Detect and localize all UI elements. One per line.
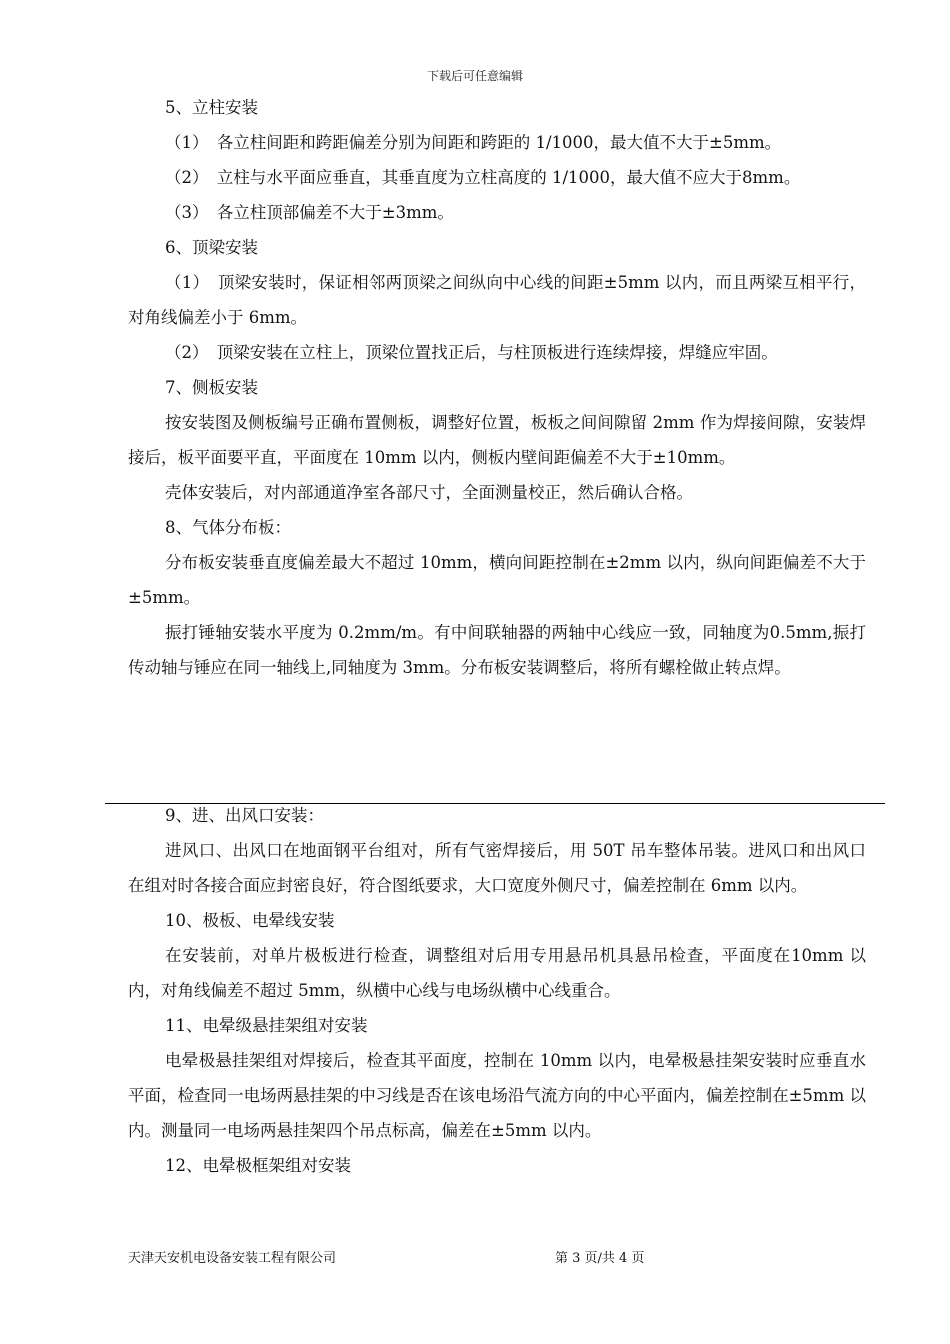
content-bottom: [128, 798, 866, 1183]
content-top: [128, 90, 866, 685]
paragraph: 振打锤轴安装水平度为 0.2mm/m。有中间联轴器的两轴中心线应一致，同轴度为0.5mm,振打传动轴与锤应在同一轴线上,同轴度为 3mm。分布板安装调整后，将所有螺栓做止转点焊。: [128, 623, 866, 677]
paragraph: 在安装前，对单片极板进行检查，调整组对后用专用悬吊机具悬吊检查，平面度在10mm 以内，对角线偏差不超过 5mm，纵横中心线与电场纵横中心线重合。: [128, 946, 866, 1000]
section-heading: 12、电晕极框架组对安装: [165, 1156, 351, 1175]
paragraph: （2） 顶梁安装在立柱上，顶梁位置找正后，与柱顶板进行连续焊接，焊缝应牢固。: [165, 343, 778, 362]
section-heading: 7、侧板安装: [165, 378, 258, 397]
footer-page-number: 第 3 页/共 4 页: [555, 1251, 645, 1266]
section-heading: 8、气体分布板：: [165, 518, 291, 537]
paragraph: （1） 各立柱间距和跨距偏差分别为间距和跨距的 1/1000，最大值不大于±5mm。: [165, 133, 782, 152]
paragraph: 分布板安装垂直度偏差最大不超过 10mm，横向间距控制在±2mm 以内，纵向间距偏差不大于±5mm。: [128, 553, 866, 607]
paragraph: （3） 各立柱顶部偏差不大于±3mm。: [165, 203, 454, 222]
section-heading: 11、电晕级悬挂架组对安装: [165, 1016, 368, 1035]
paragraph: 进风口、出风口在地面钢平台组对，所有气密焊接后，用 50T 吊车整体吊装。进风口和出风口在组对时各接合面应封密良好，符合图纸要求，大口宽度外侧尺寸，偏差控制在 6mm 以内。: [128, 841, 866, 895]
paragraph: （2） 立柱与水平面应垂直，其垂直度为立柱高度的 1/1000，最大值不应大于8mm。: [165, 168, 801, 187]
section-heading: 10、极板、电晕线安装: [165, 911, 335, 930]
paragraph: 壳体安装后，对内部通道净室各部尺寸，全面测量校正，然后确认合格。: [165, 483, 693, 502]
footer-company: 天津天安机电设备安装工程有限公司: [128, 1251, 337, 1266]
page-header: 下载后可任意编辑: [426, 69, 523, 83]
section-heading: 5、立柱安装: [165, 98, 258, 117]
section-heading: 6、顶梁安装: [165, 238, 258, 257]
paragraph: （1） 顶梁安装时，保证相邻两顶梁之间纵向中心线的间距±5mm 以内，而且两梁互相平行，对角线偏差小于 6mm。: [128, 273, 866, 327]
section-heading: 9、进、出风口安装：: [165, 806, 324, 825]
paragraph: 按安装图及侧板编号正确布置侧板，调整好位置，板板之间间隙留 2mm 作为焊接间隙，安装焊接后，板平面要平直，平面度在 10mm 以内，侧板内壁间距偏差不大于±10mm。: [128, 413, 866, 467]
paragraph: 电晕极悬挂架组对焊接后，检查其平面度，控制在 10mm 以内，电晕极悬挂架安装时应垂直水平面，检查同一电场两悬挂架的中习线是否在该电场沿气流方向的中心平面内，偏差控制在±5mm 以内。测量同一电场两悬挂架四个吊点标高，偏差在±5mm 以内。: [128, 1051, 866, 1140]
